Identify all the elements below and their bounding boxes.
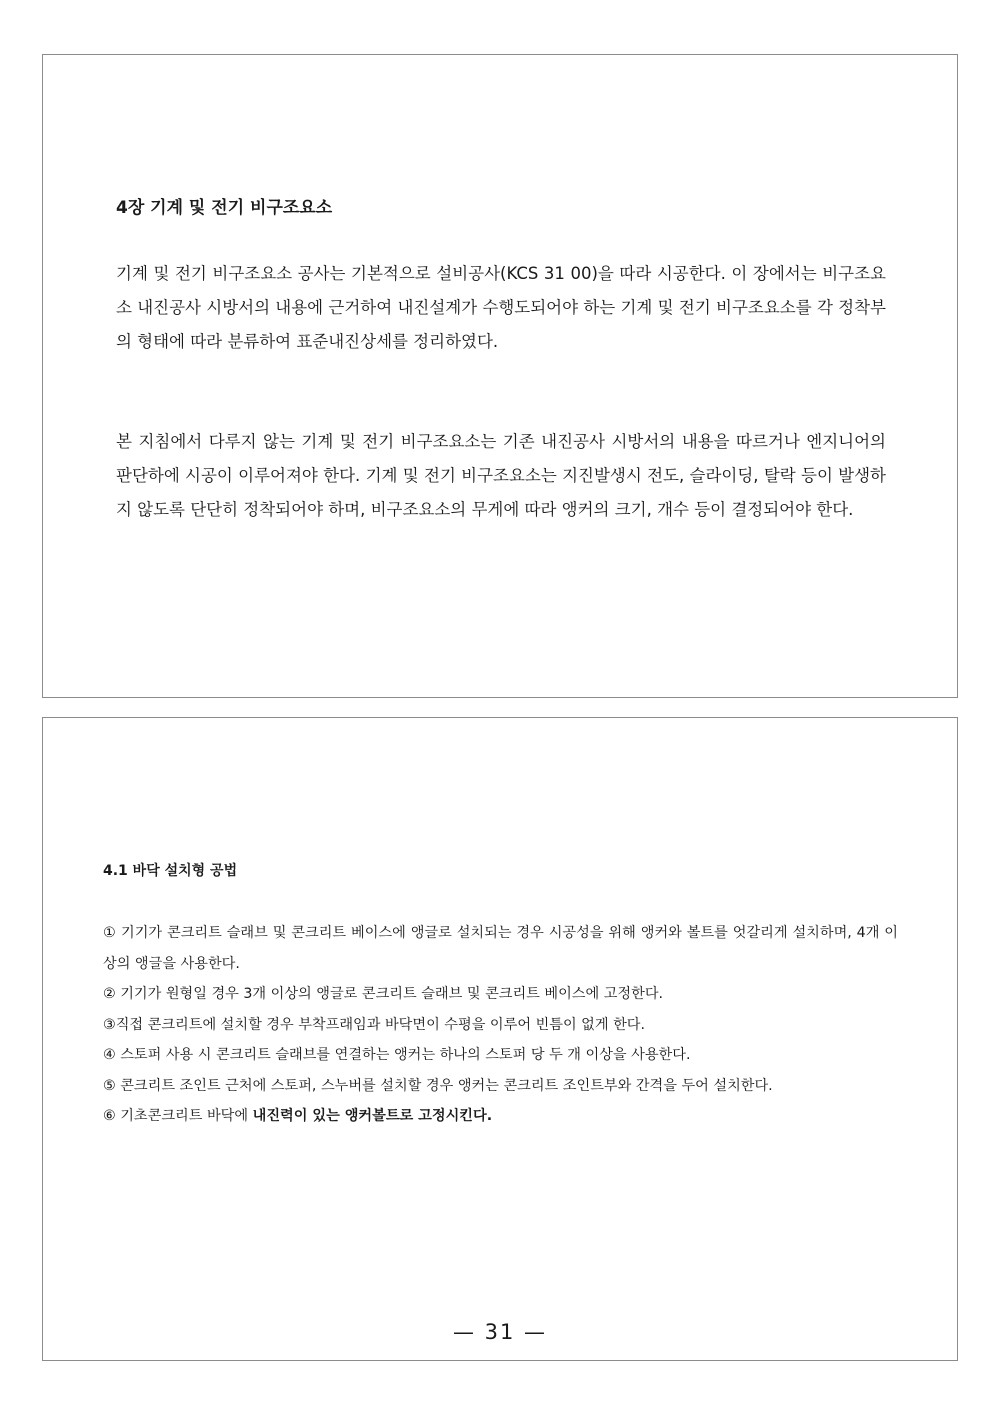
list-item: ③직접 콘크리트에 설치할 경우 부착프래임과 바닥면이 수평을 이루어 빈틈이 없게 한다. xyxy=(103,1016,646,1033)
list-item-emphasis: 내진력이 있는 앵커볼트로 고정시킨다. xyxy=(252,1108,493,1124)
list-item: ⑤ 콘크리트 조인트 근처에 스토퍼, 스누버를 설치할 경우 앵커는 콘크리트 조인트부와 간격을 두어 설치한다. xyxy=(103,1077,773,1094)
list-item: ② 기기가 원형일 경우 3개 이상의 앵글로 콘크리트 슬래브 및 콘크리트 베이스에 고정한다. xyxy=(103,986,664,1002)
list-item: ① 기기가 콘크리트 슬래브 및 콘크리트 베이스에 앵글로 설치되는 경우 시공성을 위해 앵커와 볼트를 엇갈리게 설치하며, 4개 이상의 앵글을 사용한다. xyxy=(103,925,898,972)
scope-paragraph: 본 지침에서 다루지 않는 기계 및 전기 비구조요소는 기존 내진공사 시방서의 내용을 따르거나 엔지니어의 판단하에 시공이 이루어져야 한다. 기계 및 전기 비구조요소는 지진발생시 전도, 슬라이딩, 탈락 등이 발생하지 않도록 단단히 정착되어야 하며, 비구조요소의 무게에 따라 앵커의 크기, 개수 등이 결정되어야 한다. xyxy=(116,432,886,519)
page-panel-top xyxy=(42,54,958,698)
chapter-title: 4장 기계 및 전기 비구조요소 xyxy=(116,198,333,218)
list-item xyxy=(103,1101,898,1132)
intro-paragraph: 기계 및 전기 비구조요소 공사는 기본적으로 설비공사(KCS 31 00)을 따라 시공한다. 이 장에서는 비구조요소 내진공사 시방서의 내용에 근거하여 내진설계가 수행도되어야 하는 기계 및 전기 비구조요소를 각 정착부의 형태에 따라 분류하여 표준내진상세를 정리하였다. xyxy=(116,264,886,351)
list-item: ④ 스토퍼 사용 시 콘크리트 슬래브를 연결하는 앵커는 하나의 스토퍼 당 두 개 이상을 사용한다. xyxy=(103,1047,691,1063)
section-title: 4.1 바닥 설치형 공법 xyxy=(103,863,238,879)
page-panel-bottom xyxy=(42,717,958,1361)
page-number: — 31 — xyxy=(452,1320,548,1344)
method-list xyxy=(103,918,898,1132)
list-item-text: ⑥ 기초콘크리트 바닥에 xyxy=(103,1108,253,1124)
